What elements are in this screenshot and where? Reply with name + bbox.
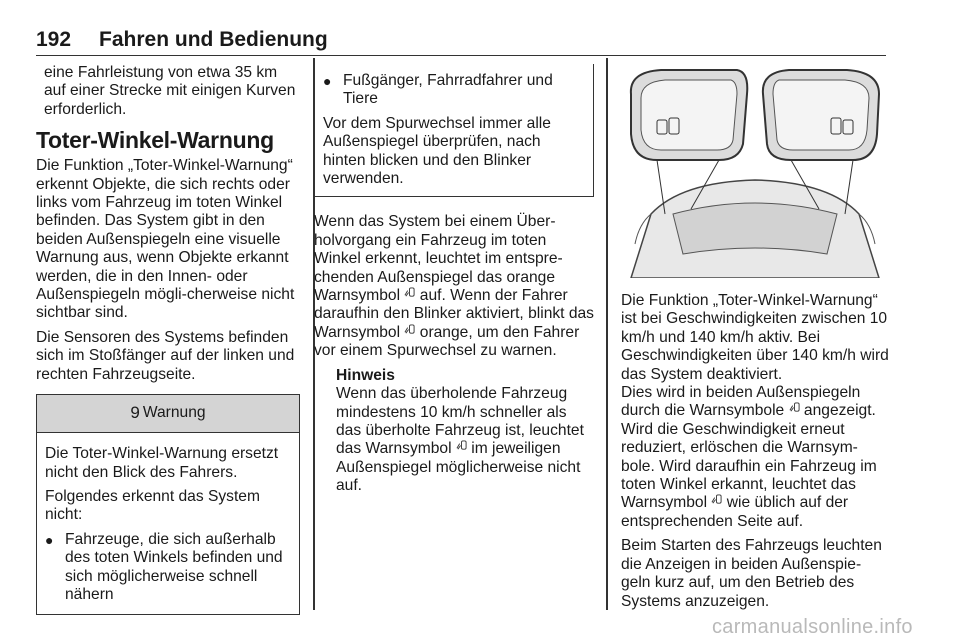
- blind-spot-warning-icon: [711, 494, 722, 505]
- blind-spot-warning-icon: [404, 287, 415, 298]
- heading-blind-spot: Toter-Winkel-Warnung: [36, 127, 274, 154]
- note-heading: Hinweis: [336, 366, 395, 384]
- page-number: 192: [36, 28, 72, 51]
- page-header: [36, 26, 886, 56]
- paragraph-deactivation: Dies wird in beiden Außenspiegeln durch die Warnsymbole angezeigt. Wird die Geschwindigkeit erneut reduziert, erlöschen die Warnsym-bole. Wird daraufhin ein Fahrzeug im toten Winkel erkannt, leuchtet das Warnsymbol wie üblich auf der entsprechenden Seite auf.: [621, 384, 877, 530]
- bullet-dot-icon: ●: [323, 73, 332, 89]
- column-3: [621, 64, 889, 617]
- column-2: [314, 64, 594, 502]
- warning-bullet-2: [323, 72, 587, 109]
- paragraph-overtaking: Wenn das System bei einem Über-holvorgang ein Fahrzeug im toten Winkel erkennt, leuchtet im entspre-chenden Außenspiegel das orange Warnsymbol auf. Wenn der Fahrer daraufhin den Blinker aktiviert, blinkt das Warnsymbol orange, um den Fahrer vor einem Spurwechsel zu warnen.: [314, 213, 594, 360]
- warning-box-title: [37, 395, 299, 433]
- blind-spot-warning-icon: [789, 402, 800, 413]
- note-block: [314, 367, 594, 496]
- warning-box-paragraph: Vor dem Spurwechsel immer alle Außenspiegel überprüfen, nach hinten blicken und den Blinker verwenden.: [323, 114, 551, 188]
- section-title: Fahren und Bedienung: [99, 28, 328, 51]
- paragraph-startup: Beim Starten des Fahrzeugs leuchten die Anzeigen in beiden Außenspie-geln kurz auf, um den Betrieb des Systems anzuzeigen.: [621, 537, 882, 610]
- warning-box-continued: [314, 64, 594, 197]
- watermark: carmanualsonline.info: [712, 616, 913, 638]
- mirror-illustration: [621, 64, 889, 278]
- paragraph-speed-range: Die Funktion „Toter-Winkel-Warnung“ ist bei Geschwindigkeiten zwischen 10 km/h und 140 km/h aktiv. Bei Geschwindigkeiten über 140 km/h wird das System deaktiviert.: [621, 292, 889, 383]
- column-divider-2: [606, 58, 608, 610]
- warning-title-text: Warnung: [142, 404, 206, 422]
- note-paragraph: Wenn das überholende Fahrzeug mindestens 10 km/h schneller als das überholte Fahrzeug ist, leuchtet das Warnsymbol im jeweiligen Außenspiegel möglicherweise nicht auf.: [336, 385, 584, 495]
- warning-box: [36, 394, 300, 615]
- warning-triangle-icon: 9: [130, 403, 140, 423]
- bullet-text: Fahrzeuge, die sich außerhalb des toten Winkels befinden und sich möglicherweise schnell nähern: [65, 530, 283, 603]
- warning-bullet-1: [45, 531, 291, 605]
- bullet-text: Fußgänger, Fahrradfahrer und Tiere: [343, 72, 553, 108]
- warning-box-body: [37, 433, 299, 614]
- blind-spot-warning-icon: [404, 324, 415, 335]
- intro-paragraph: eine Fahrleistung von etwa 35 km auf einer Strecke mit einigen Kurven erforderlich.: [44, 64, 296, 118]
- paragraph-function: Die Funktion „Toter-Winkel-Warnung“ erkennt Objekte, die sich rechts oder links vom Fahrzeug im toten Winkel befinden. Das System gibt in den beiden Außenspiegeln eine visuelle Warnung aus, wenn Objekte erkannt werden, die in den Innen- oder Außenspiegeln mögli-cherweise nicht sichtbar sind.: [36, 157, 295, 322]
- column-1: [36, 64, 298, 615]
- bullet-dot-icon: ●: [45, 531, 54, 548]
- mirror-illustration-svg: [621, 64, 889, 278]
- paragraph-sensors: Die Sensoren des Systems befinden sich im Stoßfänger auf der linken und rechten Fahrzeugseite.: [36, 328, 295, 383]
- blind-spot-warning-icon: [456, 440, 467, 451]
- warning-paragraph-1: Die Toter-Winkel-Warnung ersetzt nicht den Blick des Fahrers.: [45, 445, 279, 481]
- warning-paragraph-2: Folgendes erkennt das System nicht:: [45, 487, 260, 524]
